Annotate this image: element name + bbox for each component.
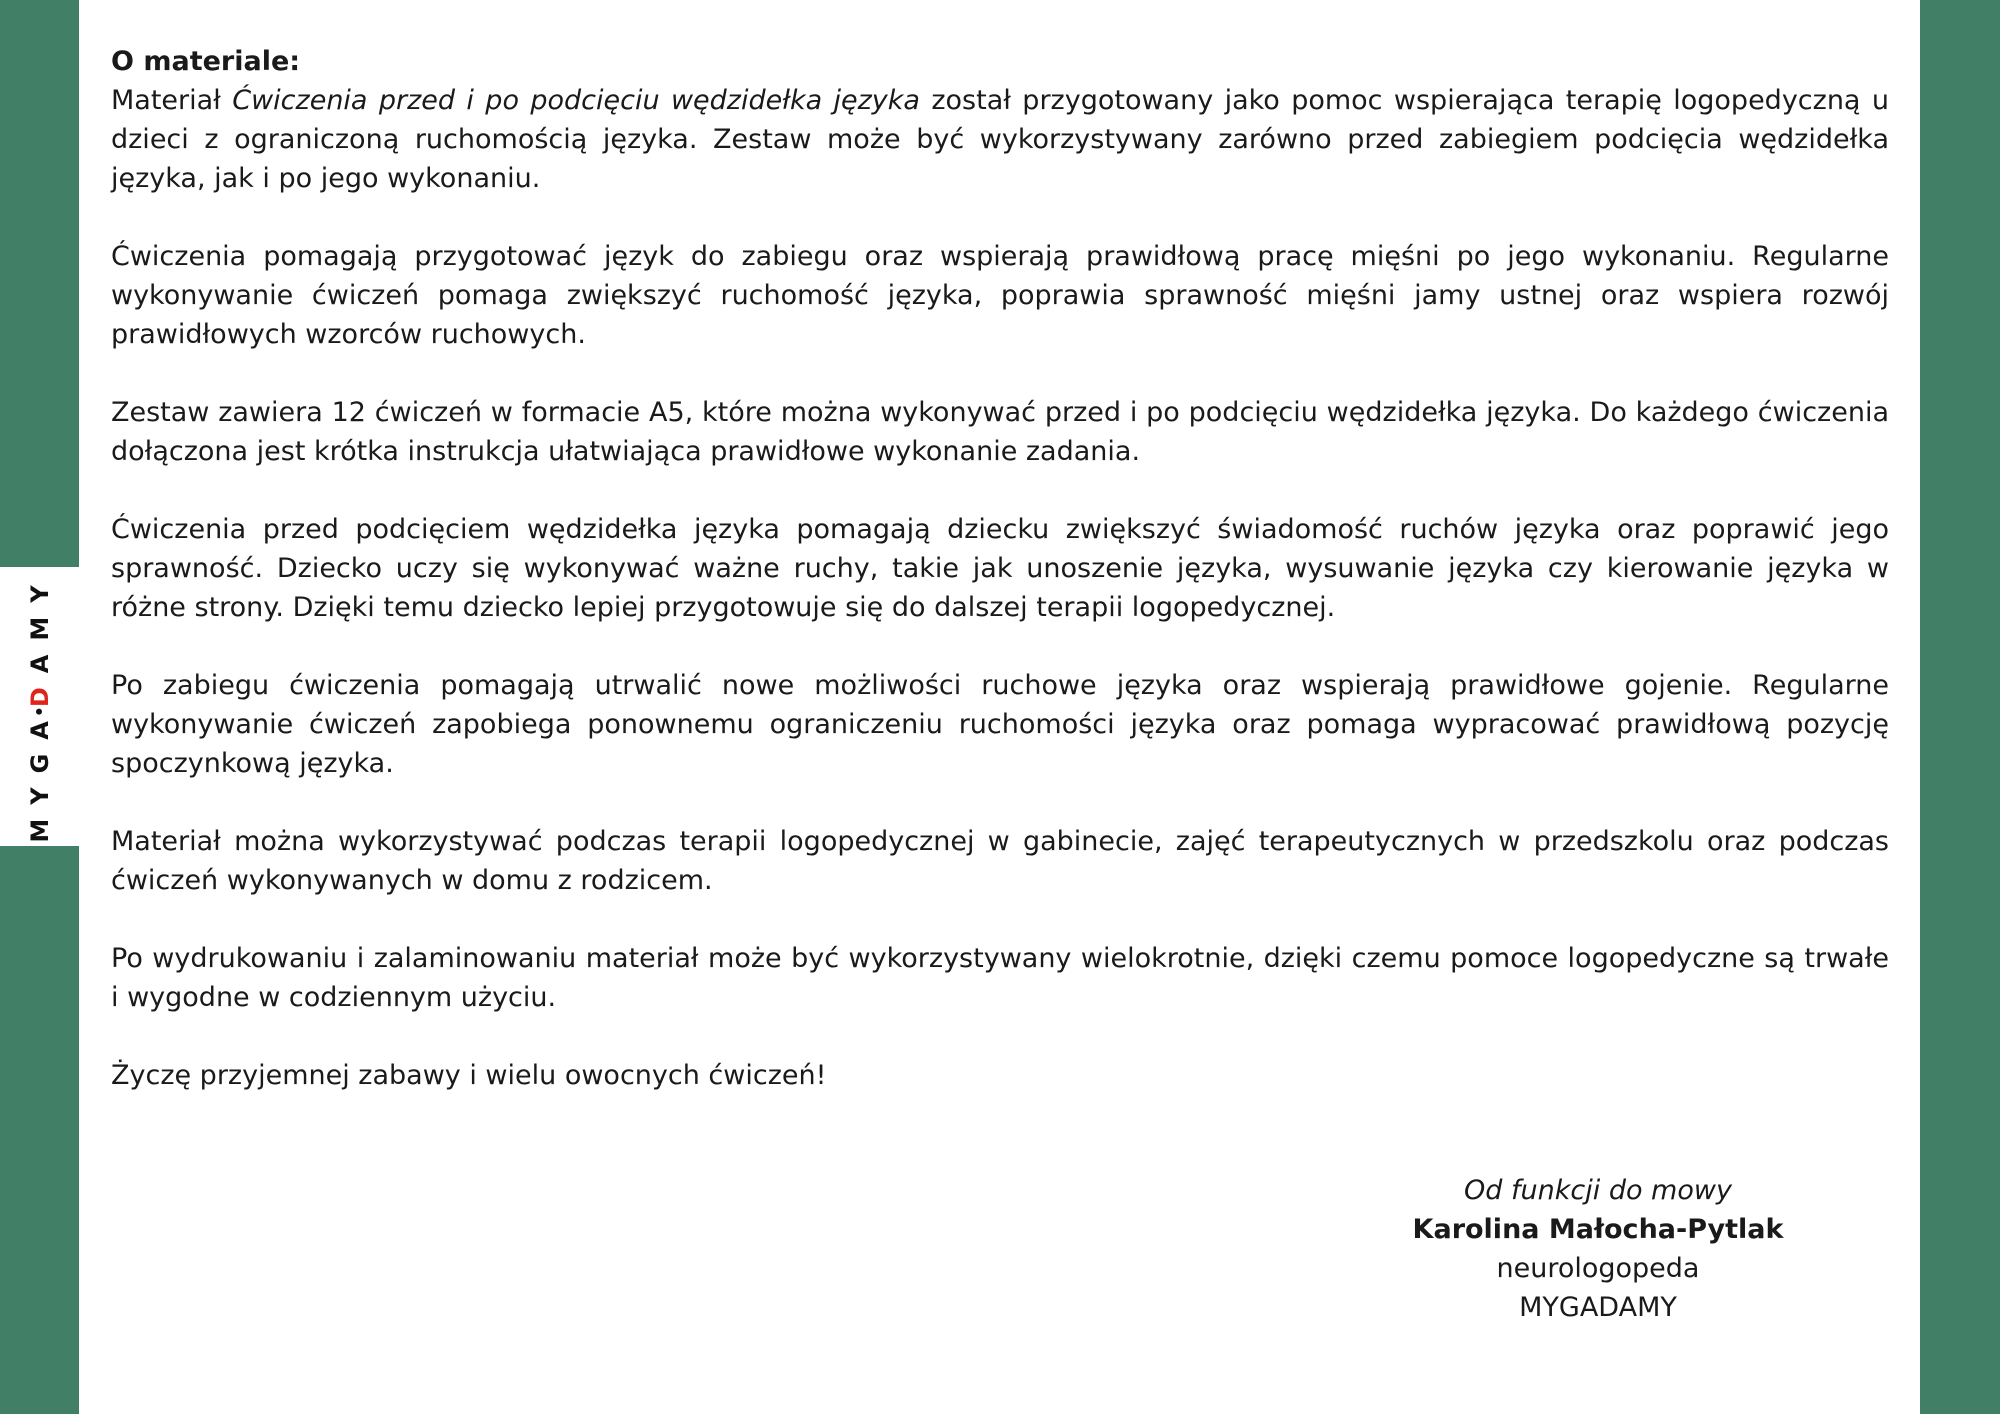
section-heading: O materiale: <box>111 46 301 77</box>
right-green-band <box>1920 0 2000 1414</box>
paragraph: Materiał można wykorzystywać podczas terapii logopedycznej w gabinecie, zajęć terapeutycznych w przedszkolu oraz podczas ćwiczeń wykonywanych w domu z rodzicem. <box>111 826 1889 896</box>
material-title: Ćwiczenia przed i po podcięciu wędzidełka języka <box>232 85 920 116</box>
signature-block <box>1398 1171 1798 1327</box>
signature-role: neurologopeda <box>1496 1253 1700 1284</box>
paragraph: Ćwiczenia pomagają przygotować język do zabiegu oraz wspierają prawidłową pracę mięśni po jego wykonaniu. Regularne wykonywanie ćwiczeń pomaga zwiększyć ruchomość języka, poprawia sprawność mięśni jamy ustnej oraz wspiera rozwój prawidłowych wzorców ruchowych. <box>111 241 1889 350</box>
paragraph: Zestaw zawiera 12 ćwiczeń w formacie A5, które można wykonywać przed i po podcięciu wędzidełka języka. Do każdego ćwiczenia dołączona jest krótka instrukcja ułatwiająca prawidłowe wykonanie zadania. <box>111 397 1889 467</box>
closing-wish: Życzę przyjemnej zabawy i wielu owocnych ćwiczeń! <box>111 1060 827 1091</box>
logo-letter-d: D <box>26 673 54 708</box>
paragraph: Po zabiegu ćwiczenia pomagają utrwalić nowe możliwości ruchowe języka oraz wspierają prawidłowe gojenie. Regularne wykonywanie ćwiczeń zapobiega ponownemu ograniczeniu ruchomości języka oraz pomaga wypracować prawidłową pozycję spoczynkową języka. <box>111 670 1889 779</box>
brand-logo <box>26 571 54 842</box>
signature-brand: MYGADAMY <box>1519 1292 1677 1323</box>
intro-paragraph <box>111 42 1889 198</box>
paragraph: Po wydrukowaniu i zalaminowaniu materiał może być wykorzystywany wielokrotnie, dzięki czemu pomoce logopedyczne są trwałe i wygodne w codziennym użyciu. <box>111 943 1889 1013</box>
signature-name: Karolina Małocha-Pytlak <box>1412 1214 1784 1245</box>
document-body <box>111 42 1889 1134</box>
intro-text-end: został przygotowany jako pomoc wspierająca terapię logopedyczną u dzieci z ograniczoną ruchomością języka. Zestaw może być wykorzystywany zarówno przed zabiegiem podcięcia wędzidełka języka, jak i po jego wykonaniu. <box>111 85 1889 194</box>
logo-text-start: MYGA <box>26 707 54 843</box>
paragraph: Ćwiczenia przed podcięciem wędzidełka języka pomagają dziecku zwiększyć świadomość ruchów języka oraz poprawić jego sprawność. Dziecko uczy się wykonywać ważne ruchy, takie jak unoszenie języka, wysuwanie języka czy kierowanie języka w różne strony. Dzięki temu dziecko lepiej przygotowuje się do dalszej terapii logopedycznej. <box>111 514 1889 623</box>
signature-tagline: Od funkcji do mowy <box>1464 1175 1732 1206</box>
intro-text-start: Materiał <box>111 85 233 116</box>
logo-text-end: AMY <box>26 571 54 674</box>
